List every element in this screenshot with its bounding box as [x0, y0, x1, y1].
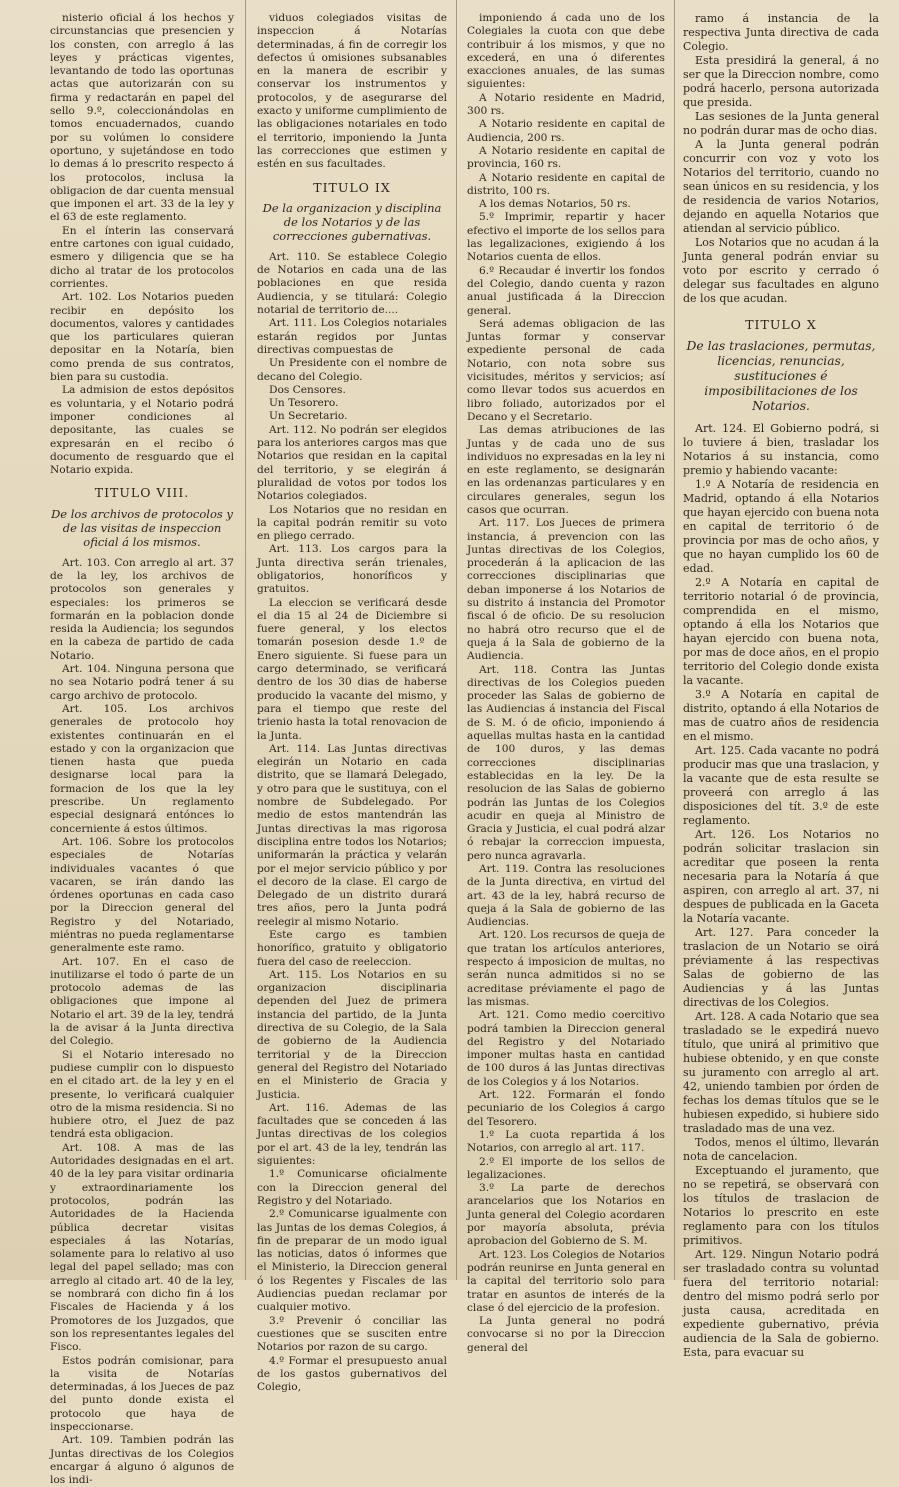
paragraph: 4.º Formar el presupuesto anual de los gastos gubernativos del Colegio,: [257, 1354, 447, 1394]
paragraph: Será ademas obligacion de las Juntas formar y conservar expediente personal de cada Notario, con nota sobre sus vicisitudes, méritos y servicios; así como llevar todos sus acuerdos en libro foliado, autorizados por el Decano y el Secretario.: [467, 317, 665, 423]
column-3: [467, 12, 665, 1354]
paragraph: Art. 108. A mas de las Autoridades designadas en el art. 40 de la ley para visitar ordinaria y extraordinariamente los protocolos, podrán las Autoridades de la Hacienda pública decretar visitas especiales á las Notarías, solamente para lo relativo al uso legal del papel sellado; mas con arreglo al citado art. 40 de la ley, se nombrará con dicho fin á los Fiscales de Hacienda y á los Promotores de los Juzgados, que son los representantes legales del Fisco.: [50, 1141, 234, 1354]
paragraph: A Notario residente en Madrid, 300 rs.: [467, 91, 665, 118]
paragraph: Art. 122. Formarán el fondo pecuniario de los Colegios á cargo del Tesorero.: [467, 1089, 665, 1128]
paragraph: A Notario residente en capital de Audiencia, 200 rs.: [467, 118, 665, 144]
paragraph: Art. 117. Los Jueces de primera instancia, á prevencion con las Juntas directivas de los Colegios, procederán á la aplicacion de las correcciones disciplinarias que deban imponerse á los Notarios de su distrito á instancia del Promotor fiscal ó de oficio. De su resolucion no habrá otro recurso que el de queja á la Sala de gobierno de la Audiencia.: [467, 517, 665, 663]
paragraph: Art. 123. Los Colegios de Notarios podrán reunirse en Junta general en la capital del territorio solo para tratar en asuntos de interés de la clase ó del ejercicio de la profesion.: [467, 1248, 665, 1314]
paragraph: viduos colegiados visitas de inspeccion á Notarías determinadas, á fin de corregir los defectos ú omisiones subsanables en la manera de escribir y conservar los instrumentos y protocolos, y de asegurarse del exacto y uniforme cumplimiento de las obligaciones notariales en todo el territorio, imponiendo la Junta las correcciones que estimen y estén en sus facultades.: [257, 12, 447, 171]
titulo-ix-subtitle: De la organizacion y disciplina de los Notarios y de las correcciones gubernativas.: [262, 200, 442, 243]
paragraph: 1.º A Notaría de residencia en Madrid, optando á ella Notarios que hayan ejercido con buena nota en capital de territorio ó de provincia por mas de ocho años, y que no hayan cumplido los 60 de edad.: [683, 478, 879, 575]
paragraph: ramo á instancia de la respectiva Junta directiva de cada Colegio.: [683, 12, 879, 53]
paragraph: Este cargo es tambien honorífico, gratuito y obligatorio fuera del caso de reeleccion.: [257, 929, 447, 968]
paragraph: Las sesiones de la Junta general no podrán durar mas de ocho dias.: [683, 110, 879, 137]
paragraph: 3.º A Notaría en capital de distrito, optando á ella Notarios de mas de cuatro años de residencia en el mismo.: [683, 688, 879, 743]
paragraph: Art. 128. A cada Notario que sea trasladado se le expedirá nuevo título, que unirá al primitivo que hubiese obtenido, y en que conste su juramento con arreglo al art. 42, uniendo tambien por órden de fechas los demas títulos que se le hubiesen expedido, si hubiere sido trasladado mas de una vez.: [683, 1010, 879, 1135]
column-4: [683, 12, 879, 1359]
paragraph: Art. 116. Ademas de las facultades que se conceden á las Juntas directivas de los colegios por el art. 43 de la ley, tendrán las siguientes:: [257, 1101, 447, 1168]
paragraph: Art. 113. Los cargos para la Junta directiva serán trienales, obligatorios, honoríficos y gratuitos.: [257, 543, 447, 596]
paragraph: Art. 126. Los Notarios no podrán solicitar traslacion sin acreditar que poseen la renta necesaria para la Notaría á que aspiren, con arreglo al art. 37, ni despues de publicada en la Gaceta la Notaría vacante.: [683, 828, 879, 925]
paragraph: Esta presidirá la general, á no ser que la Direccion nombre, como podrá hacerlo, persona autorizada que presida.: [683, 54, 879, 109]
paragraph: A Notario residente en capital de distrito, 100 rs.: [467, 171, 665, 197]
paragraph: 2.º A Notaría en capital de territorio notarial ó de provincia, comprendida en el mismo, optando á ella los Notarios que hayan ejercido con buena nota, por mas de doce años, en el propio territorio del Colegio donde exista la vacante.: [683, 576, 879, 687]
column-rule: [245, 0, 246, 1280]
paragraph: 3.º Prevenir ó conciliar las cuestiones que se susciten entre Notarios por razon de su cargo.: [257, 1314, 447, 1354]
paragraph: Art. 118. Contra las Juntas directivas de los Colegios pueden proceder las Salas de gobierno de las Audiencias á instancia del Fiscal de S. M. ó de oficio, imponiendo á aquellas multas hasta en la cantidad de 100 duros, y las demas correcciones disciplinarias establecidas en la ley. De la resolucion de las Salas de gobierno podrán las Juntas de los Colegios acudir en queja al Ministro de Gracia y Justicia, el cual podrá alzar ó rebajar la correccion impuesta, pero nunca agravarla.: [467, 663, 665, 862]
column-rule: [456, 0, 457, 1280]
column-1-articles: [50, 557, 234, 1487]
paragraph: Los Notarios que no acudan á la Junta general podrán enviar su voto por escrito y cerrado ó delegar sus facultades en alguno de los que acudan.: [683, 236, 879, 305]
paragraph: Si el Notario interesado no pudiese cumplir con lo dispuesto en el citado art. de la ley y en el presente, lo verificará cualquier otro de la misma residencia. Si no hubiere otro, el Juez de paz tendrá esta obligacion.: [50, 1048, 234, 1141]
titulo-viii-heading: TITULO VIII.: [94, 485, 190, 501]
column-1-paragraphs: [50, 12, 234, 477]
paragraph: Art. 103. Con arreglo al art. 37 de la ley, los archivos de protocolos son generales y especiales: los primeros se formarán en la poblacion donde resida la Audiencia; los segundos en la cabeza de partido de cada Notario.: [50, 556, 234, 662]
column-4-articles: [683, 422, 879, 1360]
column-rule: [674, 0, 675, 1280]
paragraph: nisterio oficial á los hechos y circunstancias que presencien y los consten, con arreglo á las leyes y prácticas vigentes, levantando de todo las oportunas actas que autorizarán con su firma y redactarán en papel del sello 9.º, coleccionándolas en tomos encuadernados, cuando por su volúmen lo considere oportuno, y sujetándose en todo lo demas á lo prescrito respecto á los protocolos, inclusa la obligacion de dar cuenta mensual que imponen el art. 33 de la ley y el 63 de este reglamento.: [50, 12, 234, 224]
paragraph: Art. 104. Ninguna persona que no sea Notario podrá tener á su cargo archivo de protocolo.: [50, 663, 234, 702]
paragraph: Un Tesorero.: [269, 397, 339, 410]
paragraph: A la Junta general podrán concurrir con voz y voto los Notarios del territorio, cuando no sean únicos en su residencia, y los de residencia de varios Notarios, dejando en aquella Notarios que atiendan al servicio público.: [683, 138, 879, 235]
paragraph: Art. 121. Como medio coercitivo podrá tambien la Direccion general del Registro y del Notariado imponer multas hasta en cantidad de 100 duros á las Juntas directivas de los Colegios y á los Notarios.: [467, 1009, 665, 1088]
paragraph: En el ínterin las conservará entre cartones con igual cuidado, esmero y diligencia que se ha dicho al tratar de los protocolos corrientes.: [50, 224, 234, 290]
paragraph: Art. 111. Los Colegios notariales estarán regidos por Juntas directivas compuestas de: [257, 317, 447, 356]
titulo-x-heading: TITULO X: [745, 317, 817, 332]
paragraph: Art. 102. Los Notarios pueden recibir en depósito los documentos, valores y cantidades que los particulares quieran depositar en la Notaría, bien como prenda de sus contratos, bien para su custodia.: [50, 291, 234, 384]
paragraph: Exceptuando el juramento, que no se repetirá, se observará con los títulos de traslacion de Notarios lo prescrito en este reglamento para con los títulos primitivos.: [683, 1164, 879, 1247]
paragraph: 6.º Recaudar é invertir los fondos del Colegio, dando cuenta y razon anual justificada á la Direccion general.: [467, 264, 665, 317]
paragraph: Un Presidente con el nombre de decano del Colegio.: [257, 357, 447, 383]
paragraph: 5.º Imprimir, repartir y hacer efectivo el importe de los sellos para las legalizaciones, exigiendo á los Notarios cuenta de ellos.: [467, 211, 665, 264]
paragraph: La Junta general no podrá convocarse si no por la Direccion general del: [467, 1315, 665, 1354]
paragraph: 2.º El importe de los sellos de legalizaciones.: [467, 1155, 665, 1181]
paragraph: 1.º Comunicarse oficialmente con la Direccion general del Registro y del Notariado.: [257, 1168, 447, 1207]
paragraph: Estos podrán comisionar, para la visita de Notarías determinadas, á los Jueces de paz del punto donde exista el protocolo que haya de inspeccionarse.: [50, 1354, 234, 1433]
paragraph: Art. 125. Cada vacante no podrá producir mas que una traslacion, y la vacante que de esta resulte se proveerá con arreglo á las disposiciones del tít. 3.º de este reglamento.: [683, 744, 879, 827]
paragraph: imponiendo á cada uno de los Colegiales la cuota con que debe contribuir á los mismos, y que no excederá, en una ó diferentes exacciones anuales, de las sumas siguientes:: [467, 12, 665, 91]
paragraph: Todos, menos el último, llevarán nota de cancelacion.: [683, 1136, 879, 1163]
paragraph: Art. 110. Se establece Colegio de Notarios en cada una de las poblaciones en que resida Audiencia, y se titulará: Colegio notarial de territorio de....: [257, 250, 447, 317]
paragraph: 3.º La parte de derechos arancelarios que los Notarios en Junta general del Colegio acordaren por mayoría absoluta, prévia aprobacion del Gobierno de S. M.: [467, 1182, 665, 1248]
paragraph: A Notario residente en capital de provincia, 160 rs.: [467, 144, 665, 171]
paragraph: Art. 109. Tambien podrán las Juntas directivas de los Colegios encargar á alguno ó algunos de los indi-: [50, 1434, 234, 1487]
column-2: [257, 12, 447, 1394]
paragraph: Art. 115. Los Notarios en su organizacion disciplinaria dependen del Juez de primera instancia del partido, de la Junta directiva de su Colegio, de la Sala de gobierno de la Audiencia territorial y de la Direccion general del Registro del Notariado en el Ministerio de Gracia y Justicia.: [257, 968, 447, 1101]
titulo-viii-subtitle: De los archivos de protocolos y de las visitas de inspeccion oficial á los mismos.: [51, 506, 233, 549]
paragraph: La admision de estos depósitos es voluntaria, y el Notario podrá imponer condiciones al depositante, las cuales se expresarán en el recibo ó documento de resguardo que el Notario expida.: [50, 384, 234, 477]
column-3-paragraphs: [467, 12, 665, 1355]
paragraph: Art. 124. El Gobierno podrá, si lo tuviere á bien, trasladar los Notarios á su instancia, como premio y habiendo vacante:: [683, 422, 879, 477]
paragraph: Art. 106. Sobre los protocolos especiales de Notarías individuales vacantes ó que vacaren, se irán dando las órdenes oportunas en cada caso por la Direccion general del Registro y del Notariado, miéntras no pueda reglamentarse generalmente este ramo.: [50, 835, 234, 955]
paragraph: A los demas Notarios, 50 rs.: [479, 198, 631, 211]
paragraph: Art. 107. En el caso de inutilizarse el todo ó parte de un protocolo ademas de las obligaciones que impone al Notario el art. 39 de la ley, tendrá la de avisar á la Junta directiva del Colegio.: [50, 955, 234, 1048]
titulo-ix-heading: TITULO IX: [313, 179, 391, 195]
column-2-articles: [257, 251, 447, 1395]
paragraph: La eleccion se verificará desde el dia 15 al 24 de Diciembre si fuere general, y los electos tomarán posesion desde 1.º de Enero siguiente. Si fuese para un cargo determinado, se verificará dentro de los 30 dias de haberse producido la vacante del mismo, y para el tiempo que reste del trienio hasta la total renovacion de la Junta.: [257, 596, 447, 742]
paragraph: 2.º Comunicarse igualmente con las Juntas de los demas Colegios, á fin de preparar de un modo igual las noticias, datos ó informes que el Ministerio, la Direccion general ó los Regentes y Fiscales de las Audiencias puedan reclamar por cualquier motivo.: [257, 1208, 447, 1314]
column-1: [50, 12, 234, 1487]
paragraph: Art. 105. Los archivos generales de protocolo hoy existentes continuarán en el estado y con la organizacion que tienen hasta que pueda designarse local para la formacion de los que la ley prescribe. Un reglamento especial designará entónces lo concerniente á estos últimos.: [50, 702, 234, 835]
column-2-paragraphs: [257, 12, 447, 172]
paragraph: 1.º La cuota repartida á los Notarios, con arreglo al art. 117.: [467, 1128, 665, 1155]
paragraph: Art. 112. No podrán ser elegidos para los anteriores cargos mas que Notarios que residan en la capital del territorio, y se elegirán á pluralidad de votos por todos los Notarios colegiados.: [257, 423, 447, 503]
paragraph: Un Secretario.: [269, 410, 348, 423]
paragraph: Art. 119. Contra las resoluciones de la Junta directiva, en virtud del art. 43 de la ley, habrá recurso de queja á la Sala de gobierno de las Audiencias.: [467, 863, 665, 929]
column-4-paragraphs: [683, 12, 879, 306]
paragraph: Dos Censores.: [269, 383, 346, 396]
paragraph: Los Notarios que no residan en la capital podrán remitir su voto en pliego cerrado.: [257, 503, 447, 543]
titulo-x-subtitle: De las traslaciones, permutas, licencias, renuncias, sustituciones é imposibilitaciones de los Notarios.: [686, 339, 876, 413]
paragraph: Art. 127. Para conceder la traslacion de un Notario se oirá préviamente á las respectivas Salas de gobierno de las Audiencias y á las Juntas directivas de los Colegios.: [683, 926, 879, 1009]
paragraph: Art. 114. Las Juntas directivas elegirán un Notario en cada distrito, que se llamará Delegado, y otro para que le sustituya, con el nombre de Subdelegado. Por medio de estos mantendrán las Juntas directivas la mas rigorosa disciplina entre todos los Notarios; uniformarán la práctica y velarán por el mejor servicio público y por el decoro de la clase. El cargo de Delegado de un distrito durará tres años, pero la Junta podrá reelegir al mismo Notario.: [257, 742, 447, 928]
paragraph: Art. 129. Ningun Notario podrá ser trasladado contra su voluntad fuera del territorio notarial: dentro del mismo podrá serlo por justa causa, acreditada en expediente gubernativo, prévia audiencia de la Sala de gobierno. Esta, para evacuar su: [683, 1248, 879, 1359]
paragraph: Las demas atribuciones de las Juntas y de cada uno de sus individuos no expresadas en la ley ni en este reglamento, se designarán en las ordenanzas particulares y en circulares generales, segun los casos que ocurran.: [467, 424, 665, 516]
paragraph: Art. 120. Los recursos de queja de que tratan los artículos anteriores, respecto á imposicion de multas, no serán nunca admitidos si no se acreditase préviamente el pago de las mismas.: [467, 929, 665, 1008]
